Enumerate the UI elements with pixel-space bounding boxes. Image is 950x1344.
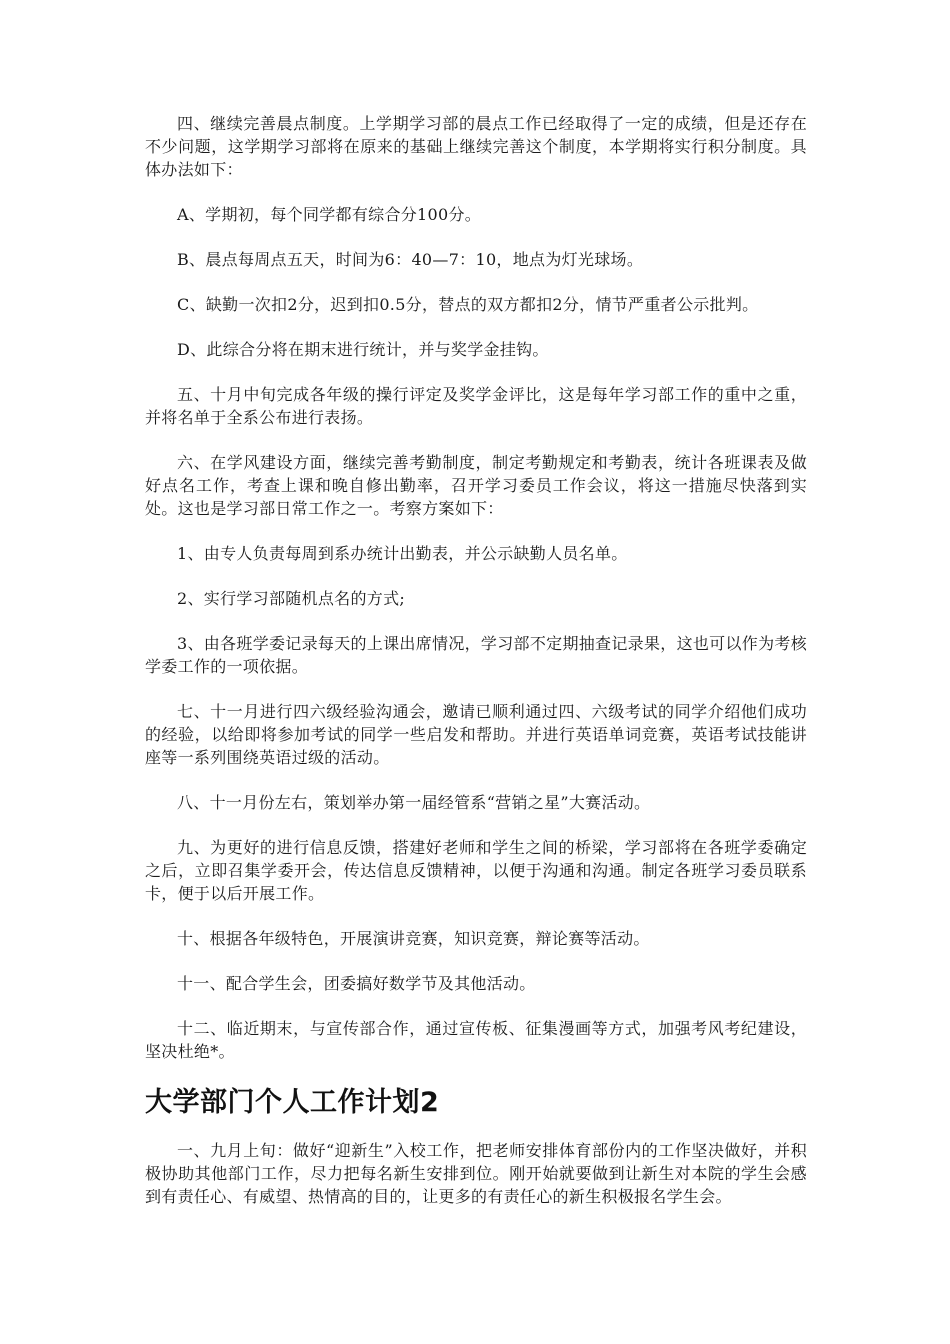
paragraph-morning-check-system: 四、继续完善晨点制度。上学期学习部的晨点工作已经取得了一定的成绩，但是还存在不少问题，这学期学习部将在原来的基础上继续完善这个制度，本学期将实行积分制度。具体办法如下： (145, 114, 807, 179)
paragraph-october-evaluation: 五、十月中旬完成各年级的操行评定及奖学金评比，这是每年学习部工作的重中之重，并将名单于全系公布进行表扬。 (145, 385, 807, 427)
paragraph-study-style: 六、在学风建设方面，继续完善考勤制度，制定考勤规定和考勤表，统计各班课表及做好点名工作，考查上课和晚自修出勤率，召开学习委员工作会议，将这一措施尽快落到实处。这也是学习部日常工作之一。考察方案如下： (145, 453, 807, 518)
paragraph-item-c: C、缺勤一次扣2分，迟到扣0.5分，替点的双方都扣2分，情节严重者公示批判。 (177, 295, 759, 314)
paragraph-item-1: 1、由专人负责每周到系办统计出勤表，并公示缺勤人员名单。 (177, 544, 628, 563)
paragraph-item-a: A、学期初，每个同学都有综合分100分。 (177, 205, 482, 224)
paragraph-feedback: 九、为更好的进行信息反馈，搭建好老师和学生之间的桥梁，学习部将在各班学委确定之后，立即召集学委开会，传达信息反馈精神，以便于沟通和沟通。制定各班学习委员联系卡，便于以后开展工作。 (145, 838, 807, 903)
paragraph-item-b: B、晨点每周点五天，时间为6：40—7：10，地点为灯光球场。 (177, 250, 644, 269)
paragraph-item-3: 3、由各班学委记录每天的上课出席情况，学习部不定期抽查记录果，这也可以作为考核学委工作的一项依据。 (145, 634, 807, 676)
paragraph-competitions: 十、根据各年级特色，开展演讲竞赛，知识竞赛，辩论赛等活动。 (177, 929, 650, 948)
paragraph-item-2: 2、实行学习部随机点名的方式; (177, 589, 406, 608)
paragraph-exam-discipline: 十二、临近期末，与宣传部合作，通过宣传板、征集漫画等方式，加强考风考纪建设，坚决杜绝*。 (145, 1019, 807, 1061)
document-body (145, 112, 807, 1230)
paragraph-math-festival: 十一、配合学生会，团委搞好数学节及其他活动。 (177, 974, 536, 993)
paragraph-september-welcome: 一、九月上旬：做好“迎新生”入校工作，把老师安排体育部份内的工作坚决做好，并积极协助其他部门工作，尽力把每名新生安排到位。刚开始就要做到让新生对本院的学生会感到有责任心、有威望、热情高的目的，让更多的有责任心的新生积极报名学生会。 (145, 1141, 807, 1206)
paragraph-item-d: D、此综合分将在期末进行统计，并与奖学金挂钩。 (177, 340, 549, 359)
section-heading: 大学部门个人工作计划2 (145, 1087, 440, 1118)
paragraph-marketing-star: 八、十一月份左右，策划举办第一届经管系“营销之星”大赛活动。 (177, 793, 651, 812)
paragraph-cet-exchange: 七、十一月进行四六级经验沟通会，邀请已顺利通过四、六级考试的同学介绍他们成功的经验，以给即将参加考试的同学一些启发和帮助。并进行英语单词竞赛，英语考试技能讲座等一系列围绕英语过级的活动。 (145, 702, 807, 767)
